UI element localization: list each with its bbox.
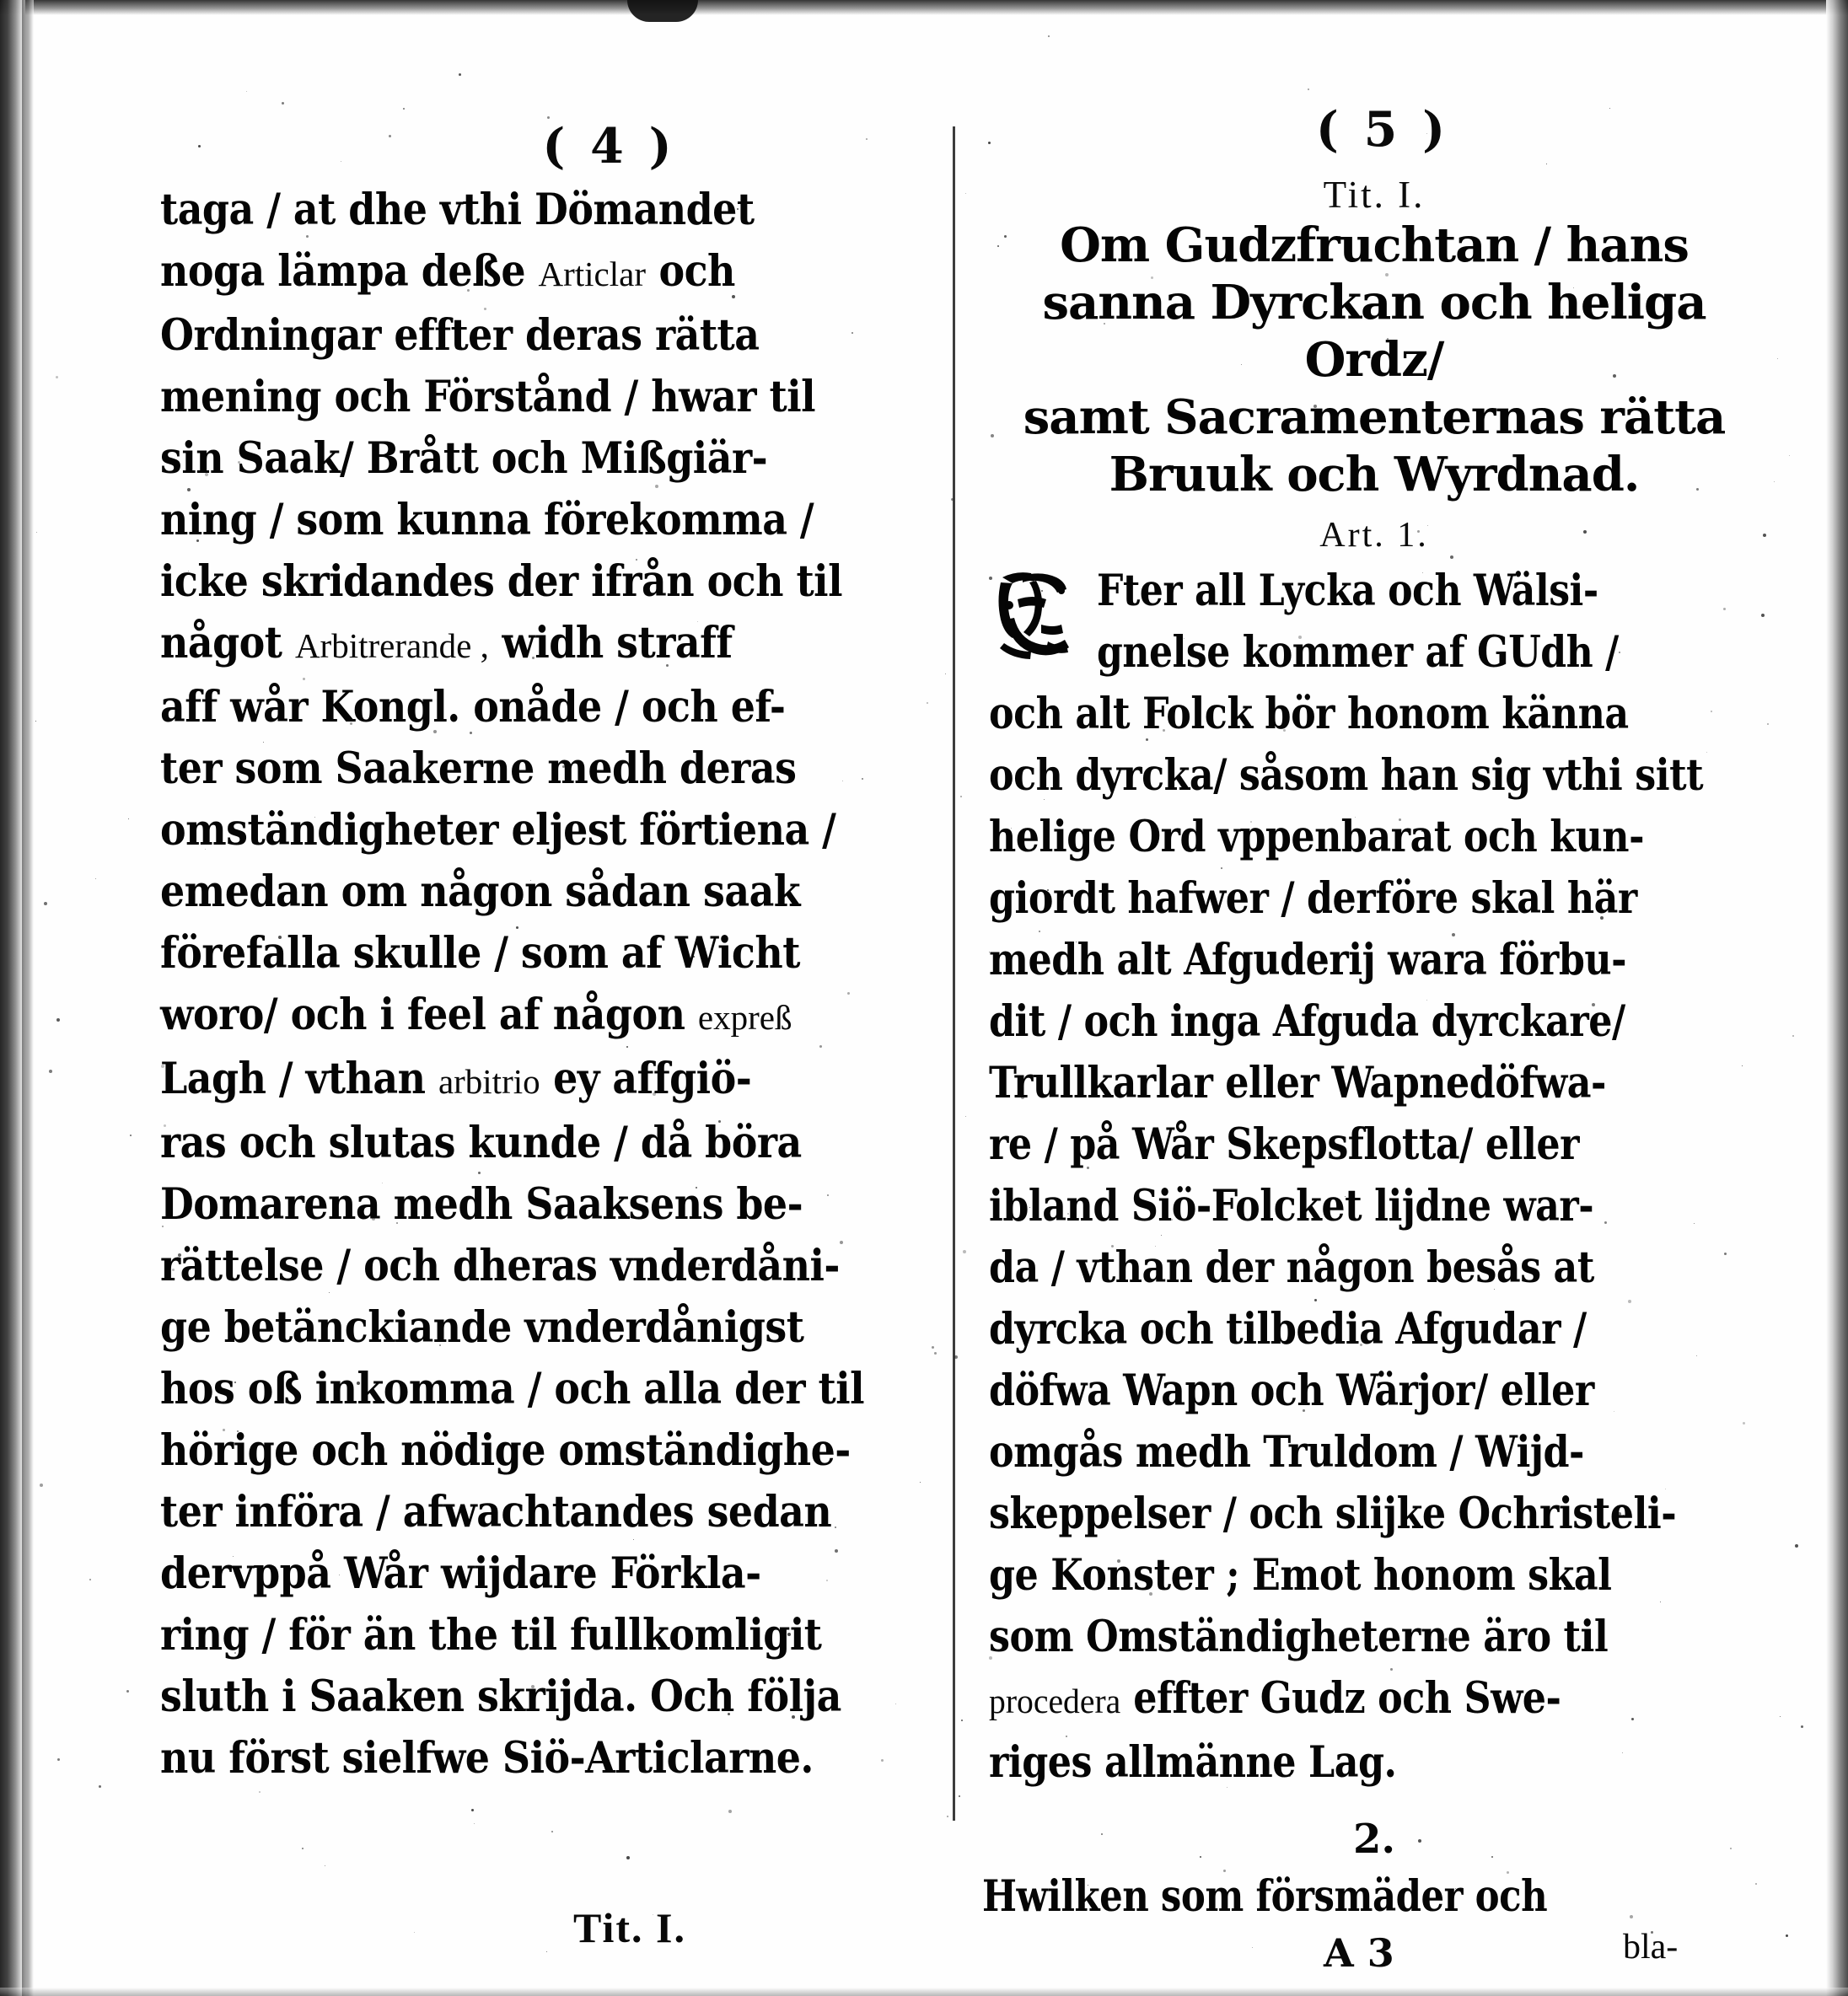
- text-line: [989, 807, 1731, 868]
- recto-signature-mark: A 3: [1324, 1930, 1394, 1976]
- fraktur-run: woro/ och i feel af någon: [160, 990, 698, 1040]
- text-line: [160, 1049, 923, 1113]
- fraktur-run: medh alt Afguderij wara förbu-: [989, 935, 1627, 985]
- fraktur-run: taga / at dhe vthi Dömandet: [160, 185, 755, 235]
- fraktur-run: hörige och nödige omständighe-: [160, 1425, 851, 1476]
- recto-title-line: Bruuk och Wyrdnad.: [1109, 447, 1640, 502]
- fraktur-run: Articlarne.: [585, 1733, 814, 1784]
- text-line: [989, 684, 1731, 745]
- fraktur-run: gnelse kommer af GUdh /: [1097, 627, 1619, 678]
- fraktur-run: som Omständigheterne äro til: [989, 1612, 1609, 1662]
- fraktur-run: mening och Förstånd / hwar til: [160, 372, 816, 422]
- fraktur-run: omständigheter eljest förtiena /: [160, 805, 836, 856]
- fraktur-run: aff wår: [160, 682, 321, 732]
- fraktur-run: något: [160, 618, 295, 668]
- text-line: [160, 490, 923, 551]
- text-line: [160, 551, 923, 613]
- fraktur-run: da / vthan der någon besås at: [989, 1242, 1594, 1293]
- fraktur-run: ibland Siö-Folcket lijdne war-: [989, 1181, 1594, 1231]
- fraktur-run: noga lämpa deße: [160, 246, 539, 297]
- text-line: [160, 1482, 923, 1543]
- fraktur-run: Ordningar effter deras rätta: [160, 310, 760, 361]
- text-line: [982, 1866, 1724, 1928]
- text-line: [989, 745, 1731, 807]
- fraktur-run: och: [646, 246, 735, 297]
- fraktur-run: döfwa Wapn och Wärjor/ eller: [989, 1366, 1594, 1416]
- fraktur-run: ter som Saakerne medh deras: [160, 743, 797, 794]
- text-line: [160, 923, 923, 985]
- fraktur-run: dyrcka och tilbedia Afgudar /: [989, 1304, 1587, 1355]
- fraktur-run: sluth i Saaken skrijda. Och följa: [160, 1671, 841, 1722]
- fraktur-run: effter Gudz och Swe-: [1120, 1673, 1561, 1724]
- text-line: [989, 1053, 1731, 1114]
- fraktur-run: förefalla skulle / som af Wicht: [160, 928, 800, 979]
- text-line: [989, 991, 1731, 1053]
- fraktur-run: helige Ord vppenbarat och kun-: [989, 812, 1645, 862]
- verso-catchword: Tit. I.: [573, 1904, 686, 1951]
- title-section-label: Tit. I.: [1323, 174, 1426, 216]
- text-line: [989, 1176, 1731, 1237]
- text-line: [1097, 622, 1731, 684]
- recto-title-block: [982, 217, 1766, 503]
- text-line: [160, 1297, 923, 1359]
- fraktur-run: emedan om någon sådan saak: [160, 867, 801, 917]
- recto-text-block: [989, 561, 1756, 1794]
- text-line: [989, 1299, 1731, 1360]
- text-line: [160, 1236, 923, 1297]
- text-line: [989, 1484, 1731, 1545]
- recto-folio-number: ( 5 ): [1315, 101, 1450, 158]
- fraktur-run: Domarena medh Saaksens be-: [160, 1179, 803, 1230]
- drop-cap-initial-e: [989, 566, 1088, 665]
- fraktur-run: Fter all Lycka och Wälsi-: [1097, 566, 1598, 616]
- verso-folio-number: ( 4 ): [542, 118, 676, 174]
- fraktur-run: rättelse / och dheras vnderdåni-: [160, 1241, 840, 1291]
- fraktur-run: ge Konster ; Emot honom skal: [989, 1550, 1612, 1601]
- text-line: [160, 800, 923, 861]
- text-line: [989, 930, 1731, 991]
- text-line: [160, 861, 923, 923]
- recto-title-line: sanna Dyrckan och heliga Ordz/: [1042, 275, 1706, 388]
- fraktur-run: widh straff: [488, 618, 733, 668]
- recto-catchword: bla-: [1623, 1928, 1679, 1966]
- fraktur-run: nu först sielfwe Siö-: [160, 1733, 586, 1784]
- fraktur-run: Trullkarlar eller Wapnedöfwa-: [989, 1058, 1606, 1108]
- article-label: Art. 1.: [1319, 516, 1429, 555]
- fraktur-run: och dyrcka/ såsom han sig vthi sitt: [989, 750, 1704, 801]
- text-line: [160, 1605, 923, 1666]
- fraktur-run: re / på Wår Skepsflotta/ eller: [989, 1119, 1579, 1170]
- fraktur-run: skeppelser / och slijke Ochristeli-: [989, 1489, 1677, 1539]
- fraktur-run: hos oß inkomma / och alla der til: [160, 1364, 865, 1414]
- fraktur-run: omgås medh Truldom / Wijd-: [989, 1427, 1584, 1478]
- fraktur-run: Lagh / vthan: [160, 1054, 438, 1104]
- antiqua-run: Arbitrerande ,: [294, 626, 489, 665]
- text-line: [989, 868, 1731, 930]
- fraktur-run: dit / och inga Afguda dyrckare/: [989, 996, 1625, 1047]
- recto-title-line: samt Sacramenternas rätta: [1023, 389, 1726, 445]
- verso-text-block: [160, 180, 923, 1789]
- text-line: [160, 1543, 923, 1605]
- text-line: [160, 180, 923, 241]
- fraktur-run: onåde / och ef-: [459, 682, 786, 732]
- verso-page: [152, 0, 936, 1996]
- fraktur-run: ning / som kunna förekomma /: [160, 495, 814, 545]
- text-line: [989, 1237, 1731, 1299]
- antiqua-run: procedera: [989, 1682, 1121, 1720]
- antiqua-run: arbitrio: [438, 1062, 540, 1101]
- text-line: [989, 1732, 1731, 1794]
- text-line: [160, 985, 923, 1049]
- text-line: [989, 1545, 1731, 1607]
- text-line: [989, 1668, 1731, 1732]
- fraktur-run: ter införa / afwachtandes sedan: [160, 1487, 832, 1537]
- text-line: [160, 428, 923, 490]
- text-line: [160, 1174, 923, 1236]
- text-line: [160, 1728, 923, 1789]
- text-line: [1097, 561, 1731, 622]
- fraktur-run: icke skridandes der ifrån och til: [160, 556, 843, 607]
- fraktur-run: dervppå Wår wijdare Förkla-: [160, 1548, 761, 1599]
- antiqua-run: expreß: [697, 998, 792, 1037]
- recto-page: [982, 0, 1766, 1996]
- text-line: [160, 613, 923, 677]
- text-line: [160, 1420, 923, 1482]
- text-line: [160, 241, 923, 305]
- fraktur-run: riges allmänne Lag.: [989, 1737, 1397, 1788]
- text-line: [989, 1114, 1731, 1176]
- text-line: [160, 1359, 923, 1420]
- text-line: [160, 1113, 923, 1174]
- fraktur-run: sin Saak/ Brått och Mißgiär-: [160, 433, 768, 484]
- section-number-2: 2.: [1352, 1816, 1396, 1863]
- fraktur-run: ras och slutas kunde / då böra: [160, 1118, 802, 1168]
- text-line: [989, 1422, 1731, 1484]
- text-line: [160, 738, 923, 800]
- antiqua-run: Articlar: [538, 255, 646, 293]
- text-line: [989, 1360, 1731, 1422]
- text-line: [160, 677, 923, 738]
- recto-section-block: [982, 1866, 1766, 1928]
- fraktur-run: giordt hafwer / derföre skal här: [989, 873, 1637, 924]
- fraktur-run: Hwilken som försmäder och: [982, 1871, 1548, 1922]
- fraktur-run: och alt Folck bör honom känna: [989, 689, 1629, 739]
- text-line: [160, 1666, 923, 1728]
- text-line: [160, 367, 923, 428]
- text-line: [160, 305, 923, 367]
- fraktur-run: ge betänckiande vnderdånigst: [160, 1302, 804, 1353]
- fraktur-run: ey affgiö-: [540, 1054, 752, 1104]
- recto-title-line: Om Gudzfruchtan / hans: [1060, 217, 1689, 273]
- fraktur-run: ring / för än the til fullkomligit: [160, 1610, 822, 1661]
- text-line: [989, 1607, 1731, 1668]
- fraktur-run: Kongl.: [320, 682, 460, 732]
